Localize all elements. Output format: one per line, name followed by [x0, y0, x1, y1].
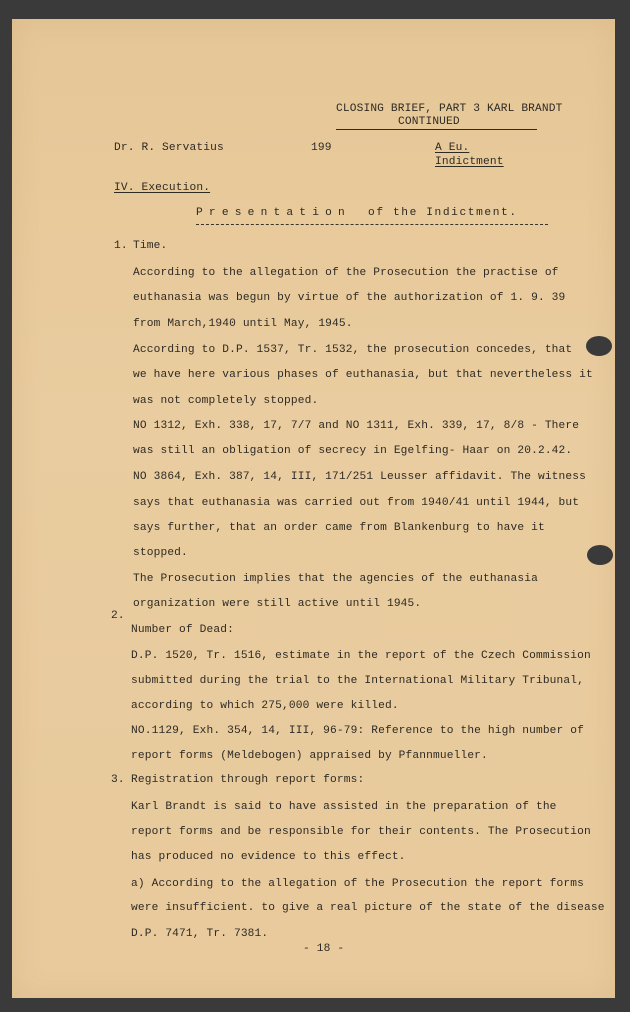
item-1-line: says that euthanasia was carried out from 1940/41 until 1944, but [133, 497, 580, 509]
item-1-line: stopped. [133, 547, 188, 559]
item-2-line: NO.1129, Exh. 354, 14, III, 96-79: Reference to the high number of [131, 725, 584, 737]
item-3-number: 3. [111, 774, 125, 786]
item-3-line: Karl Brandt is said to have assisted in the preparation of the [131, 801, 557, 813]
subheading-presentation: Presentation [196, 207, 351, 219]
item-3-line: has produced no evidence to this effect. [131, 851, 406, 863]
item-3-line: a) According to the allegation of the Prosecution the report forms [131, 878, 584, 890]
page-number: - 18 - [303, 943, 345, 955]
item-2-line: submitted during the trial to the International Military Tribunal, [131, 675, 584, 687]
item-2-label: Number of Dead: [131, 624, 234, 636]
item-2-line: report forms (Meldebogen) appraised by Pfannmueller. [131, 750, 488, 762]
subheading-dashed-rule [196, 224, 548, 225]
item-1-line: we have here various phases of euthanasia, but that nevertheless it [133, 369, 593, 381]
item-1-line: was not completely stopped. [133, 395, 319, 407]
item-1-line: organization were still active until 1945. [133, 598, 422, 610]
item-1-number: 1. [114, 240, 128, 252]
item-2-line: according to which 275,000 were killed. [131, 700, 399, 712]
item-1-line: says further, that an order came from Blankenburg to have it [133, 522, 545, 534]
punch-hole-top [586, 336, 612, 356]
item-1-line: According to the allegation of the Prosecution the practise of [133, 267, 559, 279]
item-1-line: NO 3864, Exh. 387, 14, III, 171/251 Leusser affidavit. The witness [133, 471, 586, 483]
subheading-indictment: of the Indictment. [368, 207, 518, 219]
author-name: Dr. R. Servatius [114, 142, 224, 154]
item-3-label: Registration through report forms: [131, 774, 365, 786]
item-1-line: NO 1312, Exh. 338, 17, 7/7 and NO 1311, Exh. 339, 17, 8/8 - There [133, 420, 580, 432]
item-2-number: 2. [111, 610, 125, 622]
item-3-line: report forms and be responsible for their contents. The Prosecution [131, 826, 591, 838]
punch-hole-bottom [587, 545, 613, 565]
ref-line2: Indictment [435, 156, 504, 168]
header-title-line2: CONTINUED [398, 116, 460, 128]
item-3-line: D.P. 7471, Tr. 7381. [131, 928, 269, 940]
item-1-line: from March,1940 until May, 1945. [133, 318, 353, 330]
item-1-line: The Prosecution implies that the agencies of the euthanasia [133, 573, 538, 585]
item-1-line: According to D.P. 1537, Tr. 1532, the prosecution concedes, that [133, 344, 573, 356]
header-title-rule [336, 129, 537, 130]
item-3-line: were insufficient. to give a real picture of the state of the disease [131, 902, 605, 914]
item-1-line: was still an obligation of secrecy in Egelfing- Haar on 20.2.42. [133, 445, 573, 457]
ref-line1: A Eu. [435, 142, 470, 154]
header-title-line1: CLOSING BRIEF, PART 3 KARL BRANDT [336, 103, 563, 115]
section-heading: IV. Execution. [114, 182, 211, 194]
item-1-line: euthanasia was begun by virtue of the authorization of 1. 9. 39 [133, 292, 566, 304]
item-2-line: D.P. 1520, Tr. 1516, estimate in the report of the Czech Commission [131, 650, 591, 662]
doc-number: 199 [311, 142, 332, 154]
item-1-label: Time. [133, 240, 168, 252]
